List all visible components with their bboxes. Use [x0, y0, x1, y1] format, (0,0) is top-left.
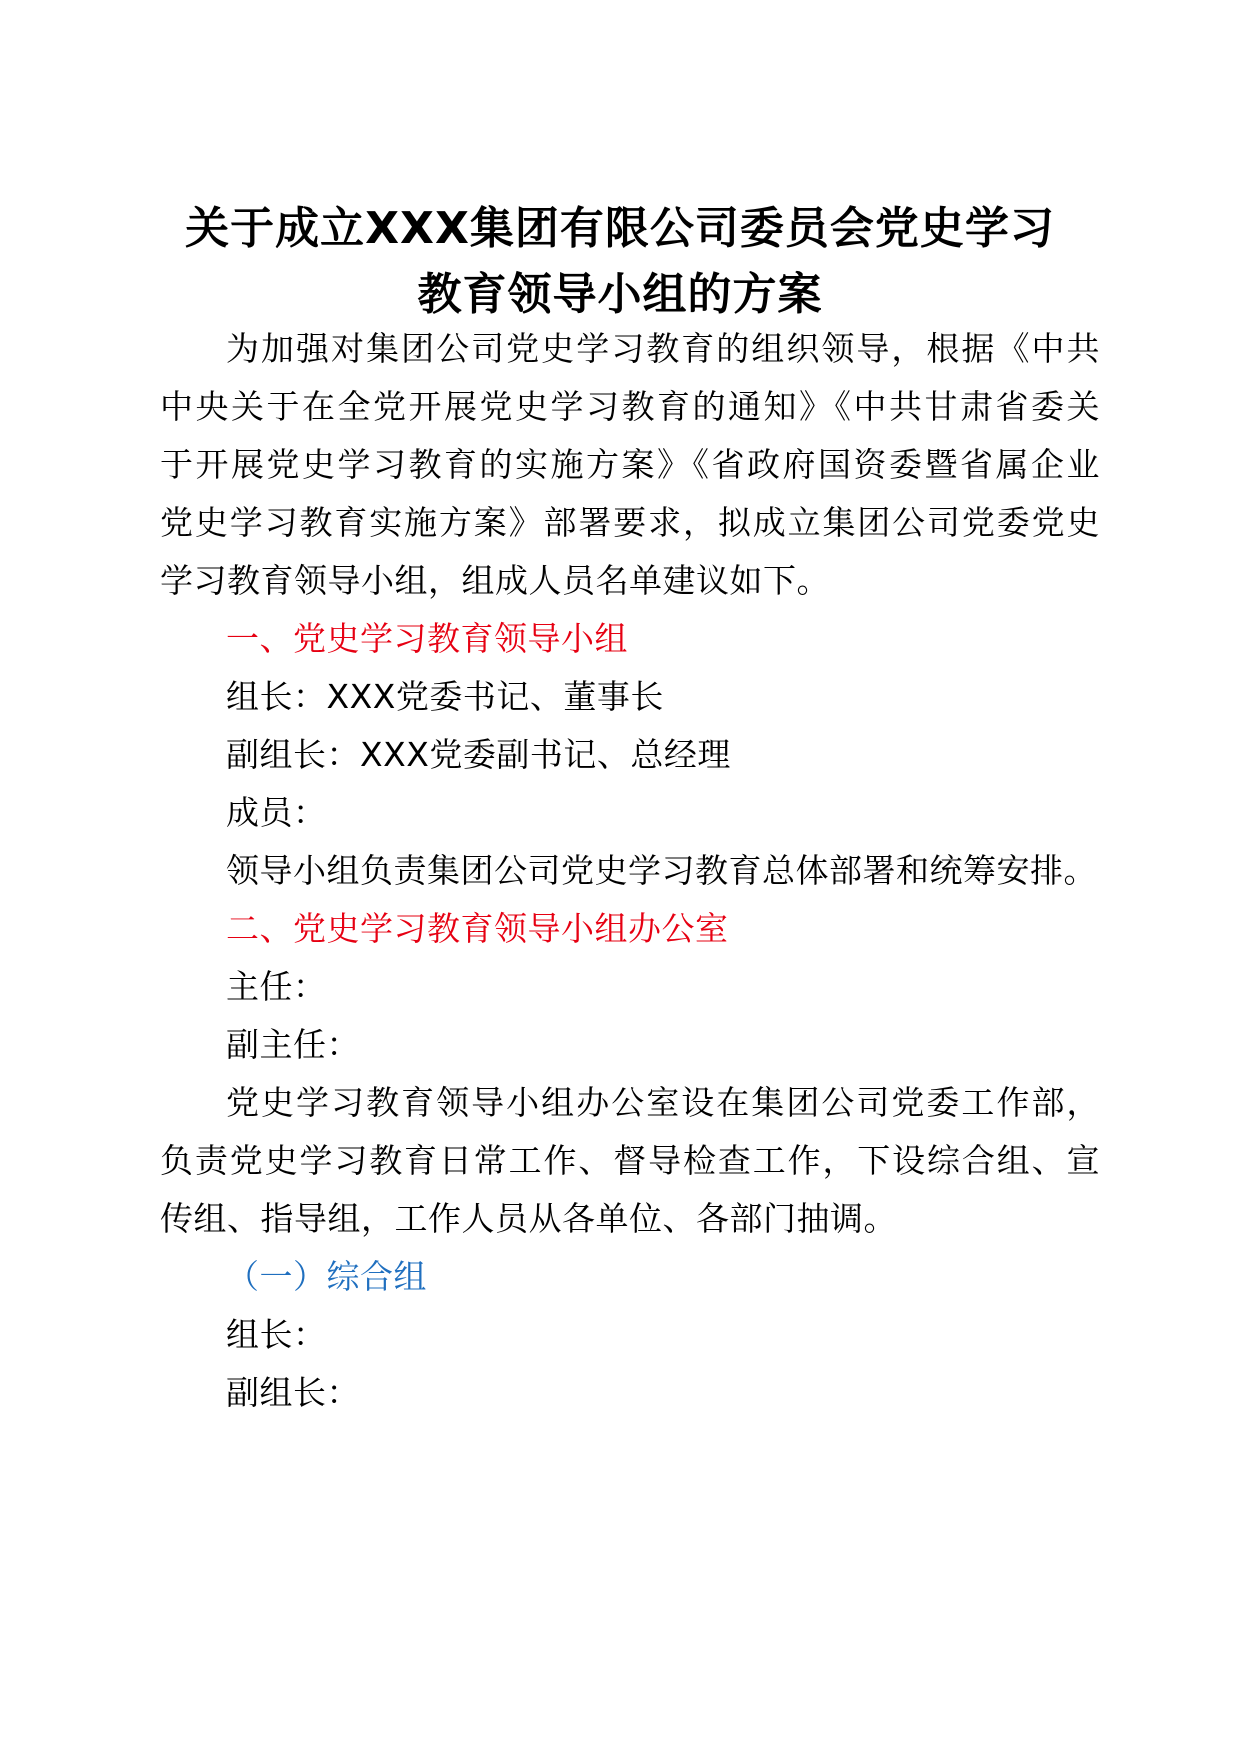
subsection-1-heading: （一）综合组	[226, 1257, 427, 1296]
section-1-leader: 组长：XXX党委书记、董事长	[226, 677, 664, 716]
section-1-heading: 一、党史学习教育领导小组	[226, 619, 628, 658]
section-2-deputy-director: 副主任：	[226, 1025, 360, 1064]
section-1-deputy-leader: 副组长：XXX党委副书记、总经理	[226, 735, 731, 774]
intro-line-2: 中央关于在全党开展党史学习教育的通知》《中共甘肃省委关	[160, 387, 1100, 426]
document-title-line-2: 教育领导小组的方案	[417, 269, 823, 320]
section-2-director: 主任：	[226, 967, 327, 1006]
subsection-1-leader: 组长：	[226, 1315, 327, 1354]
section-1-duty: 领导小组负责集团公司党史学习教育总体部署和统筹安排。	[226, 851, 1097, 890]
intro-line-3: 于开展党史学习教育的实施方案》《省政府国资委暨省属企业	[160, 445, 1100, 484]
document-title-line-1: 关于成立XXX集团有限公司委员会党史学习	[185, 203, 1055, 254]
section-2-desc-line-1: 党史学习教育领导小组办公室设在集团公司党委工作部，	[226, 1083, 1100, 1122]
section-2-desc-line-3: 传组、指导组，工作人员从各单位、各部门抽调。	[160, 1199, 897, 1238]
subsection-1-deputy-leader: 副组长：	[226, 1373, 360, 1412]
section-2-heading: 二、党史学习教育领导小组办公室	[226, 909, 729, 948]
section-2-desc-line-2: 负责党史学习教育日常工作、督导检查工作，下设综合组、宣	[160, 1141, 1100, 1180]
intro-line-1: 为加强对集团公司党史学习教育的组织领导，根据《中共	[226, 329, 1100, 368]
section-1-members: 成员：	[226, 793, 327, 832]
intro-line-5: 学习教育领导小组，组成人员名单建议如下。	[160, 561, 830, 600]
intro-line-4: 党史学习教育实施方案》部署要求，拟成立集团公司党委党史	[160, 503, 1100, 542]
